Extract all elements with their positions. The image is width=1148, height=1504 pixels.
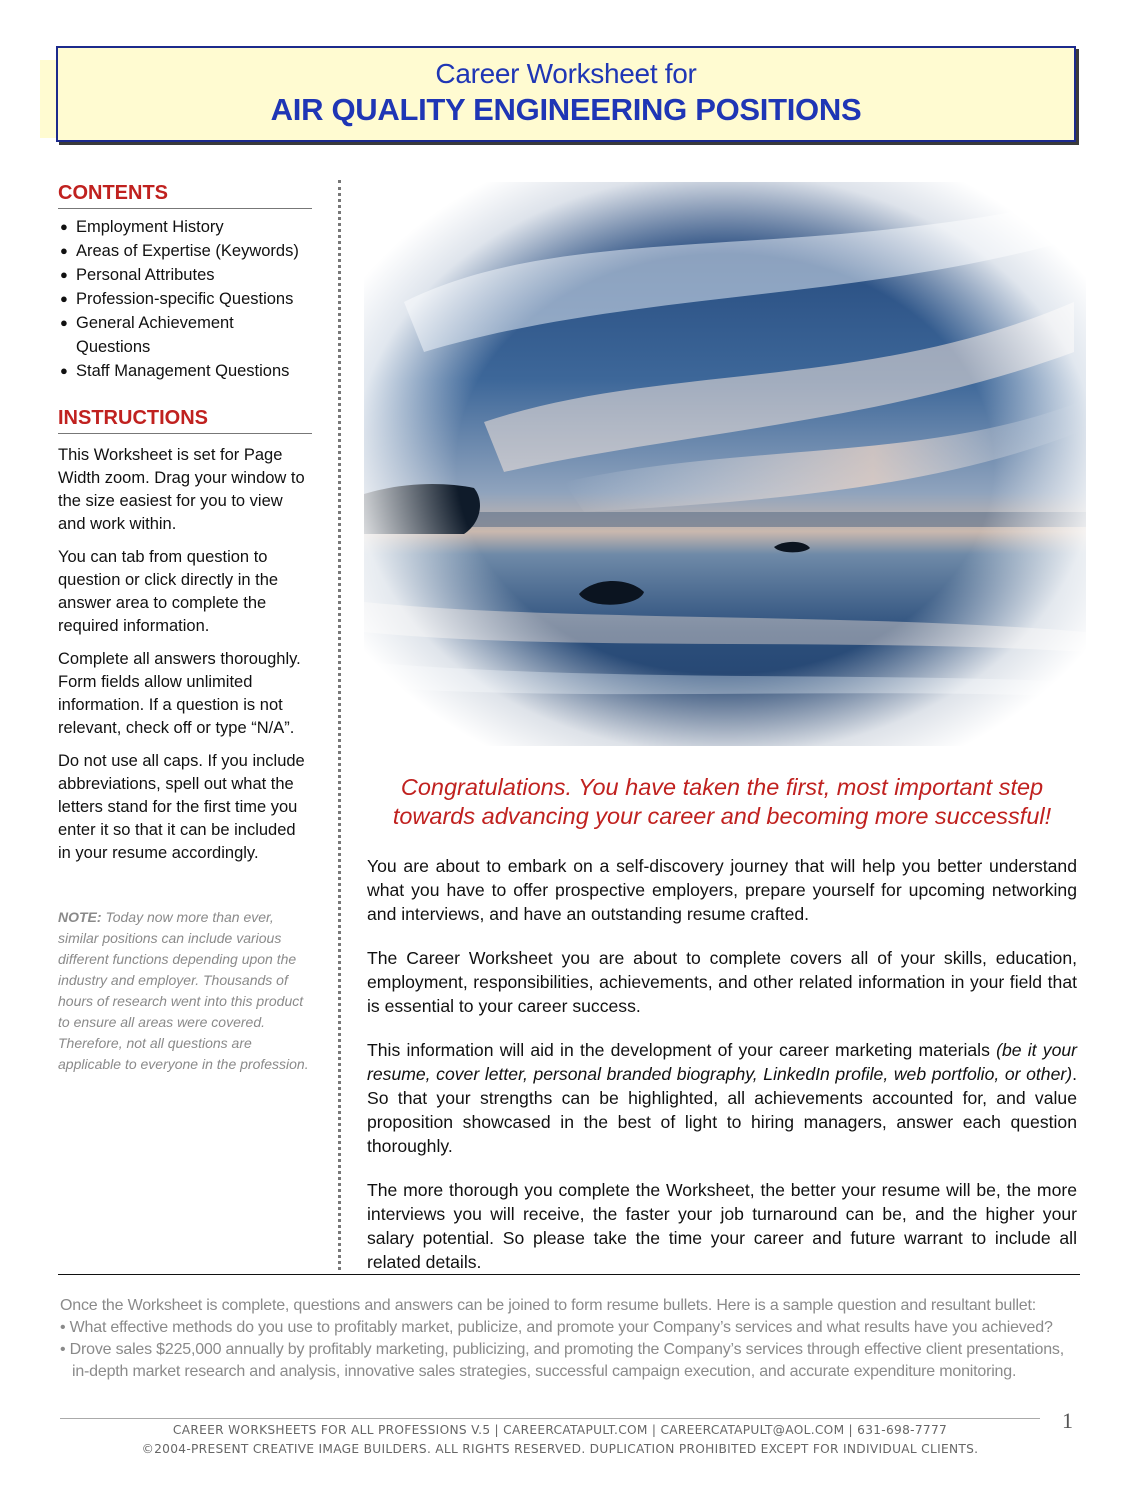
intro-paragraph-3	[367, 1038, 1077, 1158]
sample-bullet-section	[60, 1295, 1080, 1383]
sample-intro: Once the Worksheet is complete, questions and answers can be joined to form resume bullets. Here is a sample question and resultant bullet:	[60, 1297, 1036, 1314]
page-header	[56, 46, 1076, 142]
page-number: 1	[1062, 1408, 1073, 1433]
intro-paragraph-1: You are about to embark on a self-discovery journey that will help you better understand what you have to offer prospective employers, prepare yourself for upcoming networking and interviews, and have an outstanding resume crafted.	[367, 856, 1077, 924]
instruction-paragraph: You can tab from question to question or click directly in the answer area to complete the required information.	[58, 548, 279, 635]
intro-body	[367, 854, 1077, 1294]
contents-item[interactable]	[58, 311, 312, 359]
footer-line-1: CAREER WORKSHEETS FOR ALL PROFESSIONS V.5 | CAREERCATAPULT.COM | CAREERCATAPULT@AOL.COM | 631-698-7777	[172, 1423, 948, 1437]
hero-photo	[364, 182, 1086, 746]
contents-item-label: General Achievement Questions	[76, 314, 234, 356]
footer-rule	[60, 1418, 1040, 1419]
contents-item-label: Personal Attributes	[76, 266, 215, 284]
note-text: Today now more than ever, similar positions can include various different functions depending upon the industry and employer. Thousands of hours of research went into this product to ensure all areas were covered. Therefore, not all questions are applicable to everyone in the profession.	[58, 909, 309, 1072]
bullet-icon: ●	[60, 363, 68, 378]
sidebar	[58, 182, 312, 1075]
contents-list	[58, 215, 312, 383]
instruction-paragraph: Do not use all caps. If you include abbreviations, spell out what the letters stand for the first time you enter it so that it can be included in your resume accordingly.	[58, 752, 305, 862]
header-title: AIR QUALITY ENGINEERING POSITIONS	[270, 92, 862, 127]
congratulations-message	[364, 773, 1080, 831]
footer	[60, 1421, 1060, 1459]
contents-item[interactable]	[58, 215, 312, 239]
intro-paragraph-4: The more thorough you complete the Worksheet, the better your resume will be, the more interviews you will receive, the faster your job turnaround can be, and the higher your salary potential. So please take the time your career and future warrant to include all related details.	[367, 1180, 1077, 1272]
congrats-line-2: towards advancing your career and becoming more successful!	[392, 803, 1052, 829]
contents-item-label: Employment History	[76, 218, 224, 236]
para3-text-a: This information will aid in the development of your career marketing materials	[367, 1040, 997, 1060]
contents-item[interactable]	[58, 263, 312, 287]
contents-item-label: Staff Management Questions	[76, 362, 290, 380]
bullet-icon: ●	[60, 243, 68, 258]
header-subtitle: Career Worksheet for	[435, 58, 697, 89]
horizontal-rule	[58, 1274, 1080, 1275]
instructions-title: INSTRUCTIONS	[58, 407, 312, 434]
bullet-icon: ●	[60, 219, 68, 234]
sample-question: • What effective methods do you use to profitably market, publicize, and promote your Company’s services and what results have you achieved?	[60, 1319, 1053, 1336]
para3-text-b: . So that your strengths can be highlighted, all achievements accounted for, and value proposition showcased in the best of light to hiring managers, answer each question thoroughly.	[367, 1064, 1077, 1156]
instruction-paragraph: This Worksheet is set for Page Width zoom. Drag your window to the size easiest for you to view and work within.	[58, 446, 305, 533]
seascape-image	[364, 182, 1086, 746]
footer-line-2: ©2004-PRESENT CREATIVE IMAGE BUILDERS. ALL RIGHTS RESERVED. DUPLICATION PROHIBITED EXCEPT FOR INDIVIDUAL CLIENTS.	[141, 1442, 979, 1456]
note-label: NOTE:	[58, 909, 102, 925]
contents-item[interactable]	[58, 287, 312, 311]
bullet-icon: ●	[60, 291, 68, 306]
sample-bullet-line-2: in-depth market research and analysis, innovative sales strategies, successful campaign execution, and accurate expenditure monitoring.	[72, 1363, 1017, 1380]
contents-item-label: Areas of Expertise (Keywords)	[76, 242, 299, 260]
contents-item[interactable]	[58, 239, 312, 263]
intro-paragraph-2: The Career Worksheet you are about to complete covers all of your skills, education, employment, responsibilities, achievements, and other related information in your field that is essential to your career success.	[367, 948, 1077, 1016]
instructions-section	[58, 407, 312, 865]
vertical-divider	[338, 180, 341, 1270]
contents-item-label: Profession-specific Questions	[76, 290, 294, 308]
sample-bullet-line-1: • Drove sales $225,000 annually by profitably marketing, publicizing, and promoting the Company’s services through effective client presentations,	[60, 1341, 1064, 1358]
contents-item[interactable]	[58, 359, 312, 383]
congrats-line-1: Congratulations. You have taken the first, most important step	[400, 774, 1044, 800]
bullet-icon: ●	[60, 315, 68, 330]
contents-title: CONTENTS	[58, 182, 312, 209]
para3-italic: (be it your resume, cover letter, personal branded biography, LinkedIn profile, web portfolio, or other)	[367, 1040, 1077, 1084]
bullet-icon: ●	[60, 267, 68, 282]
instruction-paragraph: Complete all answers thoroughly. Form fields allow unlimited information. If a question is not relevant, check off or type “N/A”.	[58, 650, 301, 737]
note	[58, 907, 312, 1075]
header-accent	[40, 60, 56, 138]
